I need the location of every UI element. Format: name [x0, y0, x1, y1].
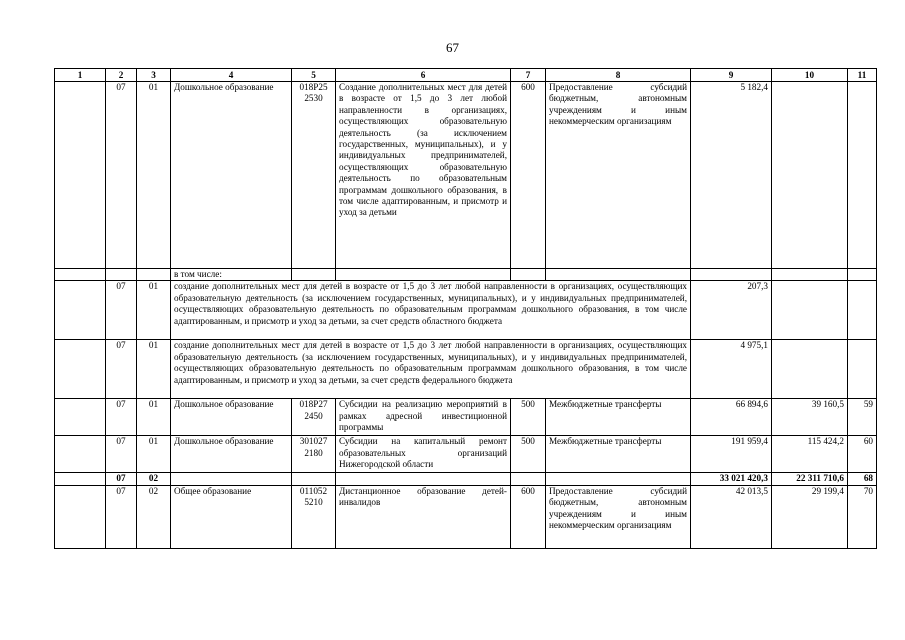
- header-cell: 8: [546, 69, 691, 82]
- table-row: [55, 399, 877, 436]
- amount-col10: 29 199,4: [772, 485, 848, 548]
- expense-type-code: 500: [511, 436, 546, 473]
- cell-empty: [55, 340, 106, 399]
- amount-col9: 42 013,5: [691, 485, 772, 548]
- subsection-name: Общее образование: [171, 485, 292, 548]
- page-number: 67: [446, 40, 459, 55]
- subsection-code: 02: [137, 473, 171, 485]
- cell-empty: [691, 269, 772, 281]
- table-row: [55, 485, 877, 548]
- target-article-name: Создание дополнительных мест для детей в возрасте от 1,5 до 3 лет любой направленности в организациях, осуществляющих образовательную деятельность (за исключением государственных, муниципальных), и у индивидуальных предпринимателей, осуществляющих образовательную деятельность по образовательным программам дошкольного образования, в том числе адаптированным, и присмотр и уход за детьми: [336, 82, 511, 269]
- expense-type-name: Предоставление субсидий бюджетным, автономным учреждениям и иным некоммерческим организациям: [546, 82, 691, 269]
- cell-empty: [772, 340, 848, 399]
- total-col9: 33 021 420,3: [691, 473, 772, 485]
- cell-empty: [546, 269, 691, 281]
- amount-col11: 70: [848, 485, 877, 548]
- subsection-name: Дошкольное образование: [171, 399, 292, 436]
- amount-col10: 115 424,2: [772, 436, 848, 473]
- subsection-code: 01: [137, 82, 171, 269]
- cell-empty: [171, 473, 292, 485]
- section-code: 07: [106, 399, 137, 436]
- expense-type-code: 600: [511, 82, 546, 269]
- cell-empty: [292, 269, 336, 281]
- cell-empty: [848, 269, 877, 281]
- expense-type-name: Межбюджетные трансферты: [546, 436, 691, 473]
- amount-col10: 39 160,5: [772, 399, 848, 436]
- cell-empty: [772, 281, 848, 340]
- target-article-name: Субсидии на капитальный ремонт образовательных организаций Нижегородской области: [336, 436, 511, 473]
- cell-empty: [848, 340, 877, 399]
- cell-empty: [511, 473, 546, 485]
- amount-col11: [848, 82, 877, 269]
- header-cell: 4: [171, 69, 292, 82]
- cell-empty: [55, 473, 106, 485]
- section-code: 07: [106, 436, 137, 473]
- cell-empty: [772, 269, 848, 281]
- cell-empty: [336, 269, 511, 281]
- subsection-code: 01: [137, 399, 171, 436]
- table-row: [55, 82, 877, 269]
- cell-empty: [848, 281, 877, 340]
- section-code: 07: [106, 340, 137, 399]
- total-col11: 68: [848, 473, 877, 485]
- header-cell: 6: [336, 69, 511, 82]
- header-cell: 1: [55, 69, 106, 82]
- subsection-code: 02: [137, 485, 171, 548]
- table-row: [55, 436, 877, 473]
- amount-col11: 60: [848, 436, 877, 473]
- subsection-code: 01: [137, 340, 171, 399]
- header-cell: 5: [292, 69, 336, 82]
- cell-empty: [55, 281, 106, 340]
- table-row: [55, 281, 877, 340]
- section-code: 07: [106, 281, 137, 340]
- target-article-code: 301027 2180: [292, 436, 336, 473]
- cell-empty: [106, 269, 137, 281]
- amount-col10: [772, 82, 848, 269]
- cell-empty: [546, 473, 691, 485]
- section-code: 07: [106, 82, 137, 269]
- cell-empty: [55, 269, 106, 281]
- target-article-code: 011052 5210: [292, 485, 336, 548]
- amount-col9: 66 894,6: [691, 399, 772, 436]
- header-row: [55, 69, 877, 82]
- section-code: 07: [106, 485, 137, 548]
- amount-col9: 4 975,1: [691, 340, 772, 399]
- amount-col9: 191 959,4: [691, 436, 772, 473]
- table-row: [55, 340, 877, 399]
- subsection-code: 01: [137, 281, 171, 340]
- amount-col11: 59: [848, 399, 877, 436]
- description-text: создание дополнительных мест для детей в возрасте от 1,5 до 3 лет любой направленности в организациях, осуществляющих образовательную деятельность (за исключением государственных, муниципальных), и у индивидуальных предпринимателей, осуществляющих образовательную деятельность по образовательным программам дошкольного образования, в том числе адаптированным, и присмотр и уход за детьми, за счет средств областного бюджета: [171, 281, 691, 340]
- target-article-code: 018Р25 2530: [292, 82, 336, 269]
- table-row: [55, 269, 877, 281]
- total-col10: 22 311 710,6: [772, 473, 848, 485]
- section-code: 07: [106, 473, 137, 485]
- budget-table: [54, 68, 877, 549]
- cell-empty: [55, 399, 106, 436]
- cell-empty: [511, 269, 546, 281]
- subsection-name: Дошкольное образование: [171, 82, 292, 269]
- header-cell: 3: [137, 69, 171, 82]
- description-text: создание дополнительных мест для детей в возрасте от 1,5 до 3 лет любой направленности в организациях, осуществляющих образовательную деятельность (за исключением государственных, муниципальных), и у индивидуальных предпринимателей, осуществляющих образовательную деятельность по образовательным программам дошкольного образования, в том числе адаптированным, и присмотр и уход за детьми, за счет средств федерального бюджета: [171, 340, 691, 399]
- subsection-name: Дошкольное образование: [171, 436, 292, 473]
- expense-type-name: Межбюджетные трансферты: [546, 399, 691, 436]
- cell-empty: [137, 269, 171, 281]
- cell-empty: [55, 485, 106, 548]
- expense-type-name: Предоставление субсидий бюджетным, автономным учреждениям и иным некоммерческим организациям: [546, 485, 691, 548]
- amount-col9: 5 182,4: [691, 82, 772, 269]
- expense-type-code: 600: [511, 485, 546, 548]
- cell-empty: [292, 473, 336, 485]
- cell-empty: [55, 436, 106, 473]
- header-cell: 10: [772, 69, 848, 82]
- expense-type-code: 500: [511, 399, 546, 436]
- header-cell: 9: [691, 69, 772, 82]
- header-cell: 7: [511, 69, 546, 82]
- target-article-name: Дистанционное образование детей-инвалидов: [336, 485, 511, 548]
- amount-col9: 207,3: [691, 281, 772, 340]
- cell-empty: [55, 82, 106, 269]
- header-cell: 2: [106, 69, 137, 82]
- subsection-code: 01: [137, 436, 171, 473]
- target-article-name: Субсидии на реализацию мероприятий в рамках адресной инвестиционной программы: [336, 399, 511, 436]
- cell-empty: [336, 473, 511, 485]
- including-label: в том числе:: [171, 269, 292, 281]
- total-row: [55, 473, 877, 485]
- target-article-code: 018Р27 2450: [292, 399, 336, 436]
- header-cell: 11: [848, 69, 877, 82]
